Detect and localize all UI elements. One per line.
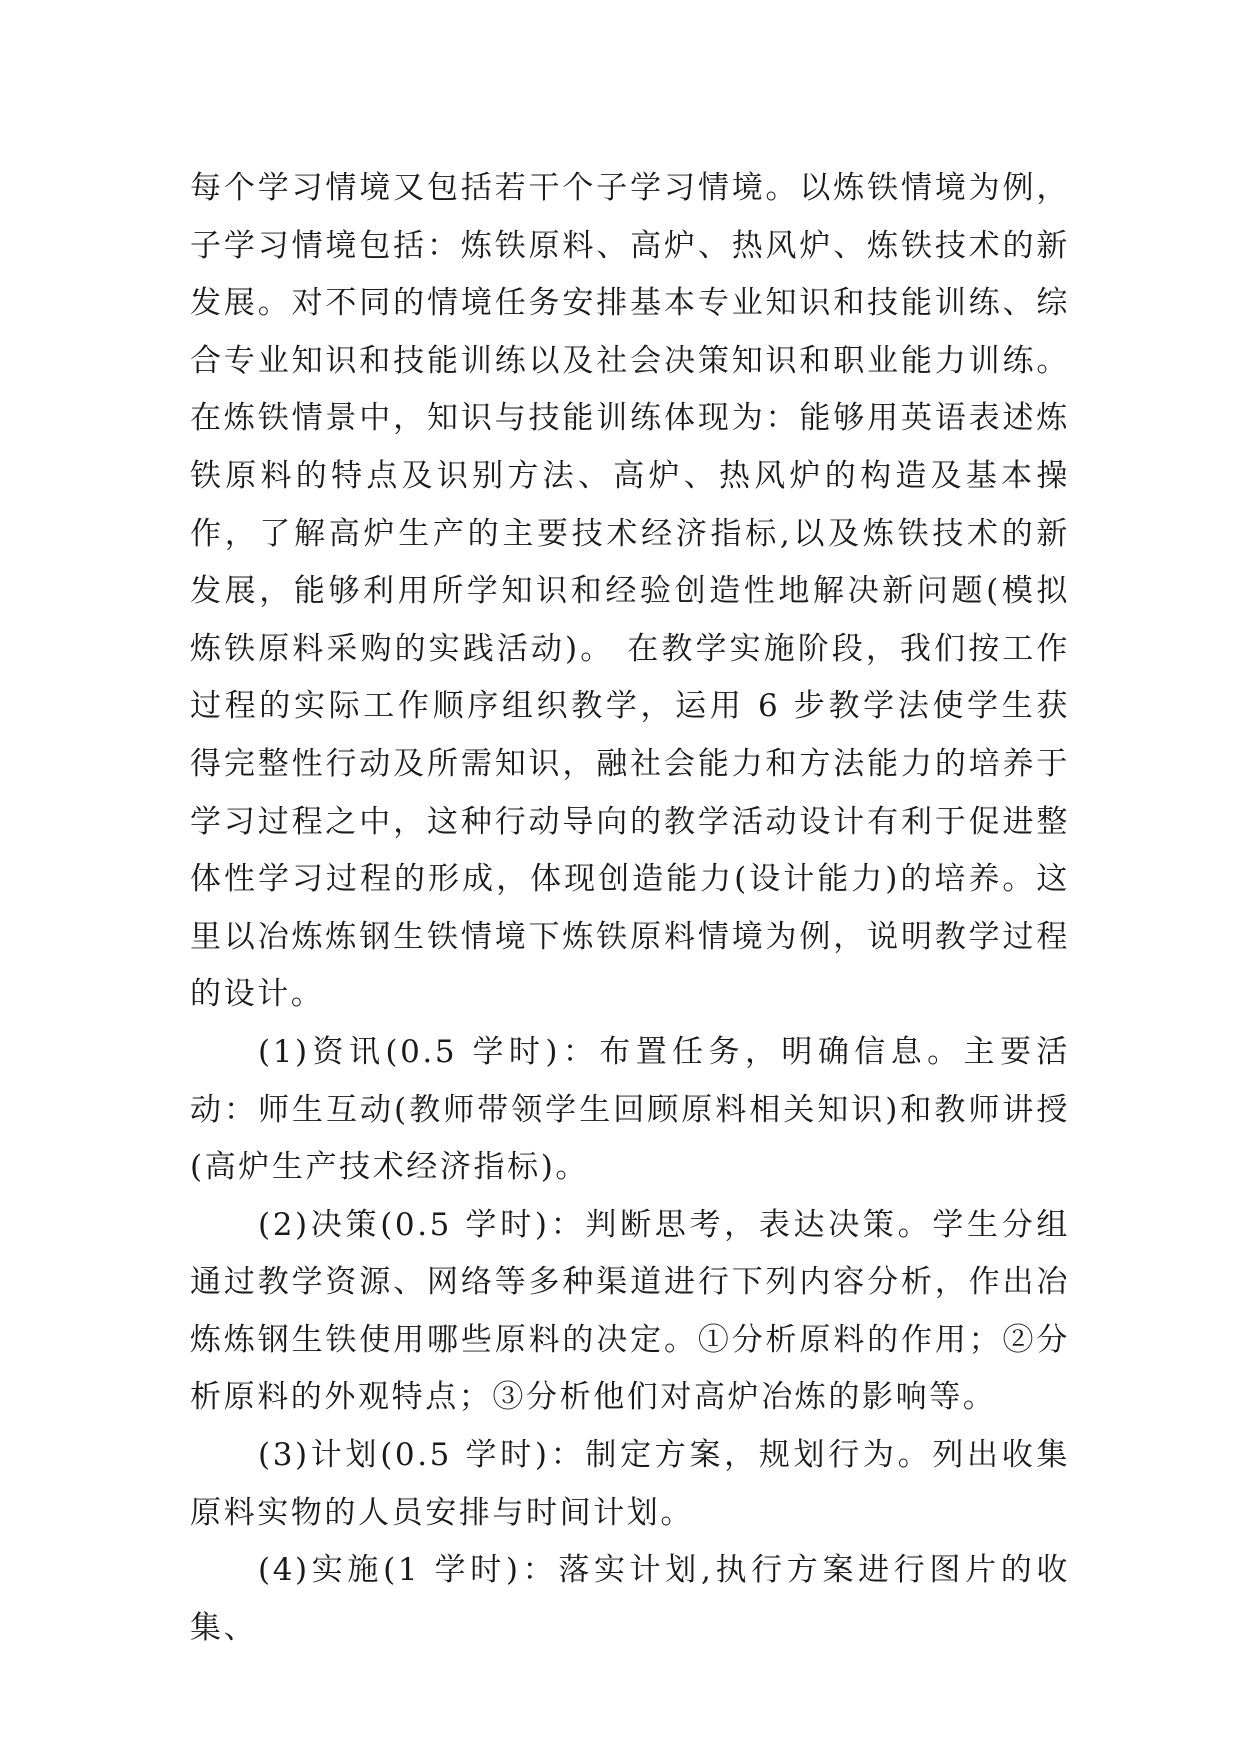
paragraph-step-4-implementation: (4)实施(1 学时)：落实计划,执行方案进行图片的收集、 — [190, 1552, 1070, 1646]
document-body — [190, 160, 1070, 1657]
paragraph-step-3-plan: (3)计划(0.5 学时)：制定方案，规划行为。列出收集原料实物的人员安排与时间计划。 — [190, 1437, 1070, 1531]
paragraph-step-2-decision: (2)决策(0.5 学时)：判断思考，表达决策。学生分组通过教学资源、网络等多种渠道进行下列内容分析，作出冶炼炼钢生铁使用哪些原料的决定。①分析原料的作用；②分析原料的外观特点；③分析他们对高炉冶炼的影响等。 — [190, 1206, 1070, 1416]
paragraph-step-1-information: (1)资讯(0.5 学时)：布置任务，明确信息。主要活动：师生互动(教师带领学生回顾原料相关知识)和教师讲授(高炉生产技术经济指标)。 — [190, 1033, 1070, 1186]
paragraph-learning-situations: 每个学习情境又包括若干个子学习情境。以炼铁情境为例，子学习情境包括：炼铁原料、高炉、热风炉、炼铁技术的新发展。对不同的情境任务安排基本专业知识和技能训练、综合专业知识和技能训练以及社会决策知识和职业能力训练。在炼铁情景中，知识与技能训练体现为：能够用英语表述炼铁原料的特点及识别方法、高炉、热风炉的构造及基本操作，了解高炉生产的主要技术经济指标,以及炼铁技术的新发展，能够利用所学知识和经验创造性地解决新问题(模拟炼铁原料采购的实践活动)。 在教学实施阶段，我们按工作过程的实际工作顺序组织教学，运用 6 步教学法使学生获得完整性行动及所需知识，融社会能力和方法能力的培养于学习过程之中，这种行动导向的教学活动设计有利于促进整体性学习过程的形成，体现创造能力(设计能力)的培养。这里以冶炼炼钢生铁情境下炼铁原料情境为例，说明教学过程的设计。 — [190, 170, 1070, 1013]
